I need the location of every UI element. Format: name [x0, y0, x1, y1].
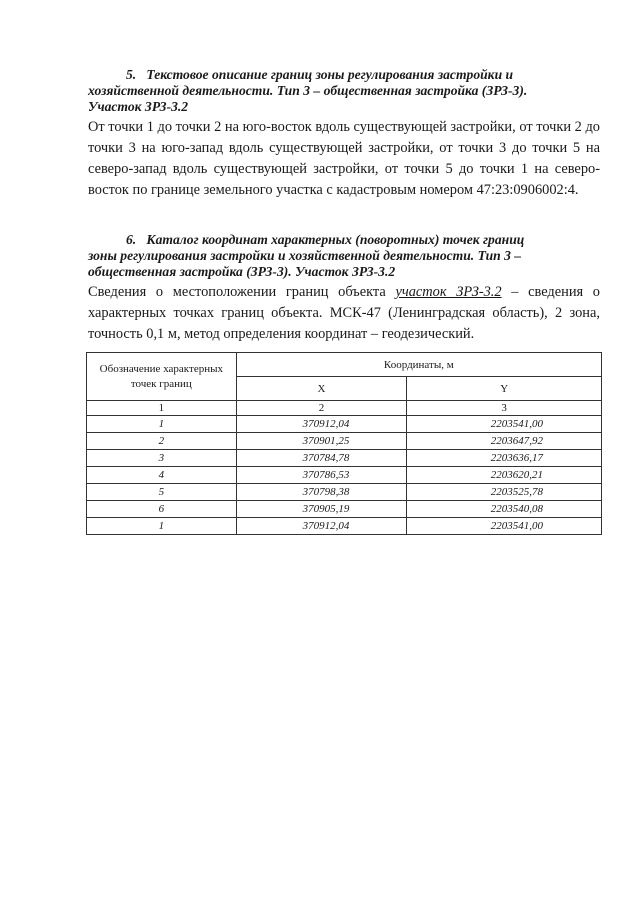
x-coordinate: 370912,04 — [236, 518, 407, 535]
coordinates-table — [86, 352, 602, 535]
x-coordinate: 370786,53 — [236, 467, 407, 484]
point-designation-header: Обозначение характерных точек границ — [87, 353, 237, 401]
column-number: 2 — [236, 401, 407, 416]
x-coordinate: 370901,25 — [236, 433, 407, 450]
section-5-paragraph: От точки 1 до точки 2 на юго-восток вдоль существующей застройки, от точки 2 до точки 3 на юго-запад вдоль существующей застройки, от точки 3 до точки 5 на северо-запад вдоль существующей застройки, от точки 5 до точки 1 на северо-восток по границе земельного участка с кадастровым номером 47:23:0906002:4. — [88, 119, 600, 198]
y-coordinate: 2203647,92 — [407, 433, 602, 450]
point-number: 5 — [87, 484, 237, 501]
section-5-title-line-1: 5. Текстовое описание границ зоны регулирования застройки и — [126, 67, 514, 82]
section-6-number: 6. — [126, 232, 137, 247]
section-6-title-line-2: зоны регулирования застройки и хозяйственной деятельности. Тип 3 – — [88, 248, 522, 263]
point-number: 1 — [87, 416, 237, 433]
x-coordinate: 370905,19 — [236, 501, 407, 518]
point-number: 4 — [87, 467, 237, 484]
table-row — [87, 467, 602, 484]
section-5-heading — [88, 67, 600, 115]
point-number: 3 — [87, 450, 237, 467]
y-header: Y — [407, 377, 602, 401]
y-coordinate: 2203541,00 — [407, 518, 602, 535]
section-6-title-line-1: 6. Каталог координат характерных (поворотных) точек границ — [126, 232, 525, 247]
x-coordinate: 370798,38 — [236, 484, 407, 501]
table-row — [87, 416, 602, 433]
x-coordinate: 370784,78 — [236, 450, 407, 467]
y-coordinate: 2203525,78 — [407, 484, 602, 501]
section-5-title-line-2: хозяйственной деятельности. Тип 3 – общественная застройка (ЗРЗ-3). — [88, 83, 528, 98]
coordinates-header: Координаты, м — [236, 353, 601, 377]
column-number: 1 — [87, 401, 237, 416]
table-row — [87, 450, 602, 467]
point-number: 6 — [87, 501, 237, 518]
y-coordinate: 2203620,21 — [407, 467, 602, 484]
table-row — [87, 518, 602, 535]
section-5-number: 5. — [126, 67, 137, 82]
x-header: X — [236, 377, 407, 401]
column-number: 3 — [407, 401, 602, 416]
y-coordinate: 2203636,17 — [407, 450, 602, 467]
point-number: 2 — [87, 433, 237, 450]
object-name: участок ЗРЗ-3.2 — [395, 284, 502, 300]
point-number: 1 — [87, 518, 237, 535]
table-row — [87, 484, 602, 501]
section-5-title-line-3: Участок ЗРЗ-3.2 — [88, 99, 189, 114]
y-coordinate: 2203540,08 — [407, 501, 602, 518]
y-coordinate: 2203541,00 — [407, 416, 602, 433]
x-coordinate: 370912,04 — [236, 416, 407, 433]
section-6-title-line-3: общественная застройка (ЗРЗ-3). Участок ЗРЗ-3.2 — [88, 264, 396, 279]
section-6-paragraph: Сведения о местоположении границ объекта участок ЗРЗ-3.2 – сведения о характерных точках границ объекта. МСК-47 (Ленинградская область), 2 зона, точность 0,1 м, метод определения координат – геодезический. — [88, 284, 600, 342]
table-row — [87, 501, 602, 518]
section-6-heading — [88, 232, 600, 280]
table-row — [87, 433, 602, 450]
